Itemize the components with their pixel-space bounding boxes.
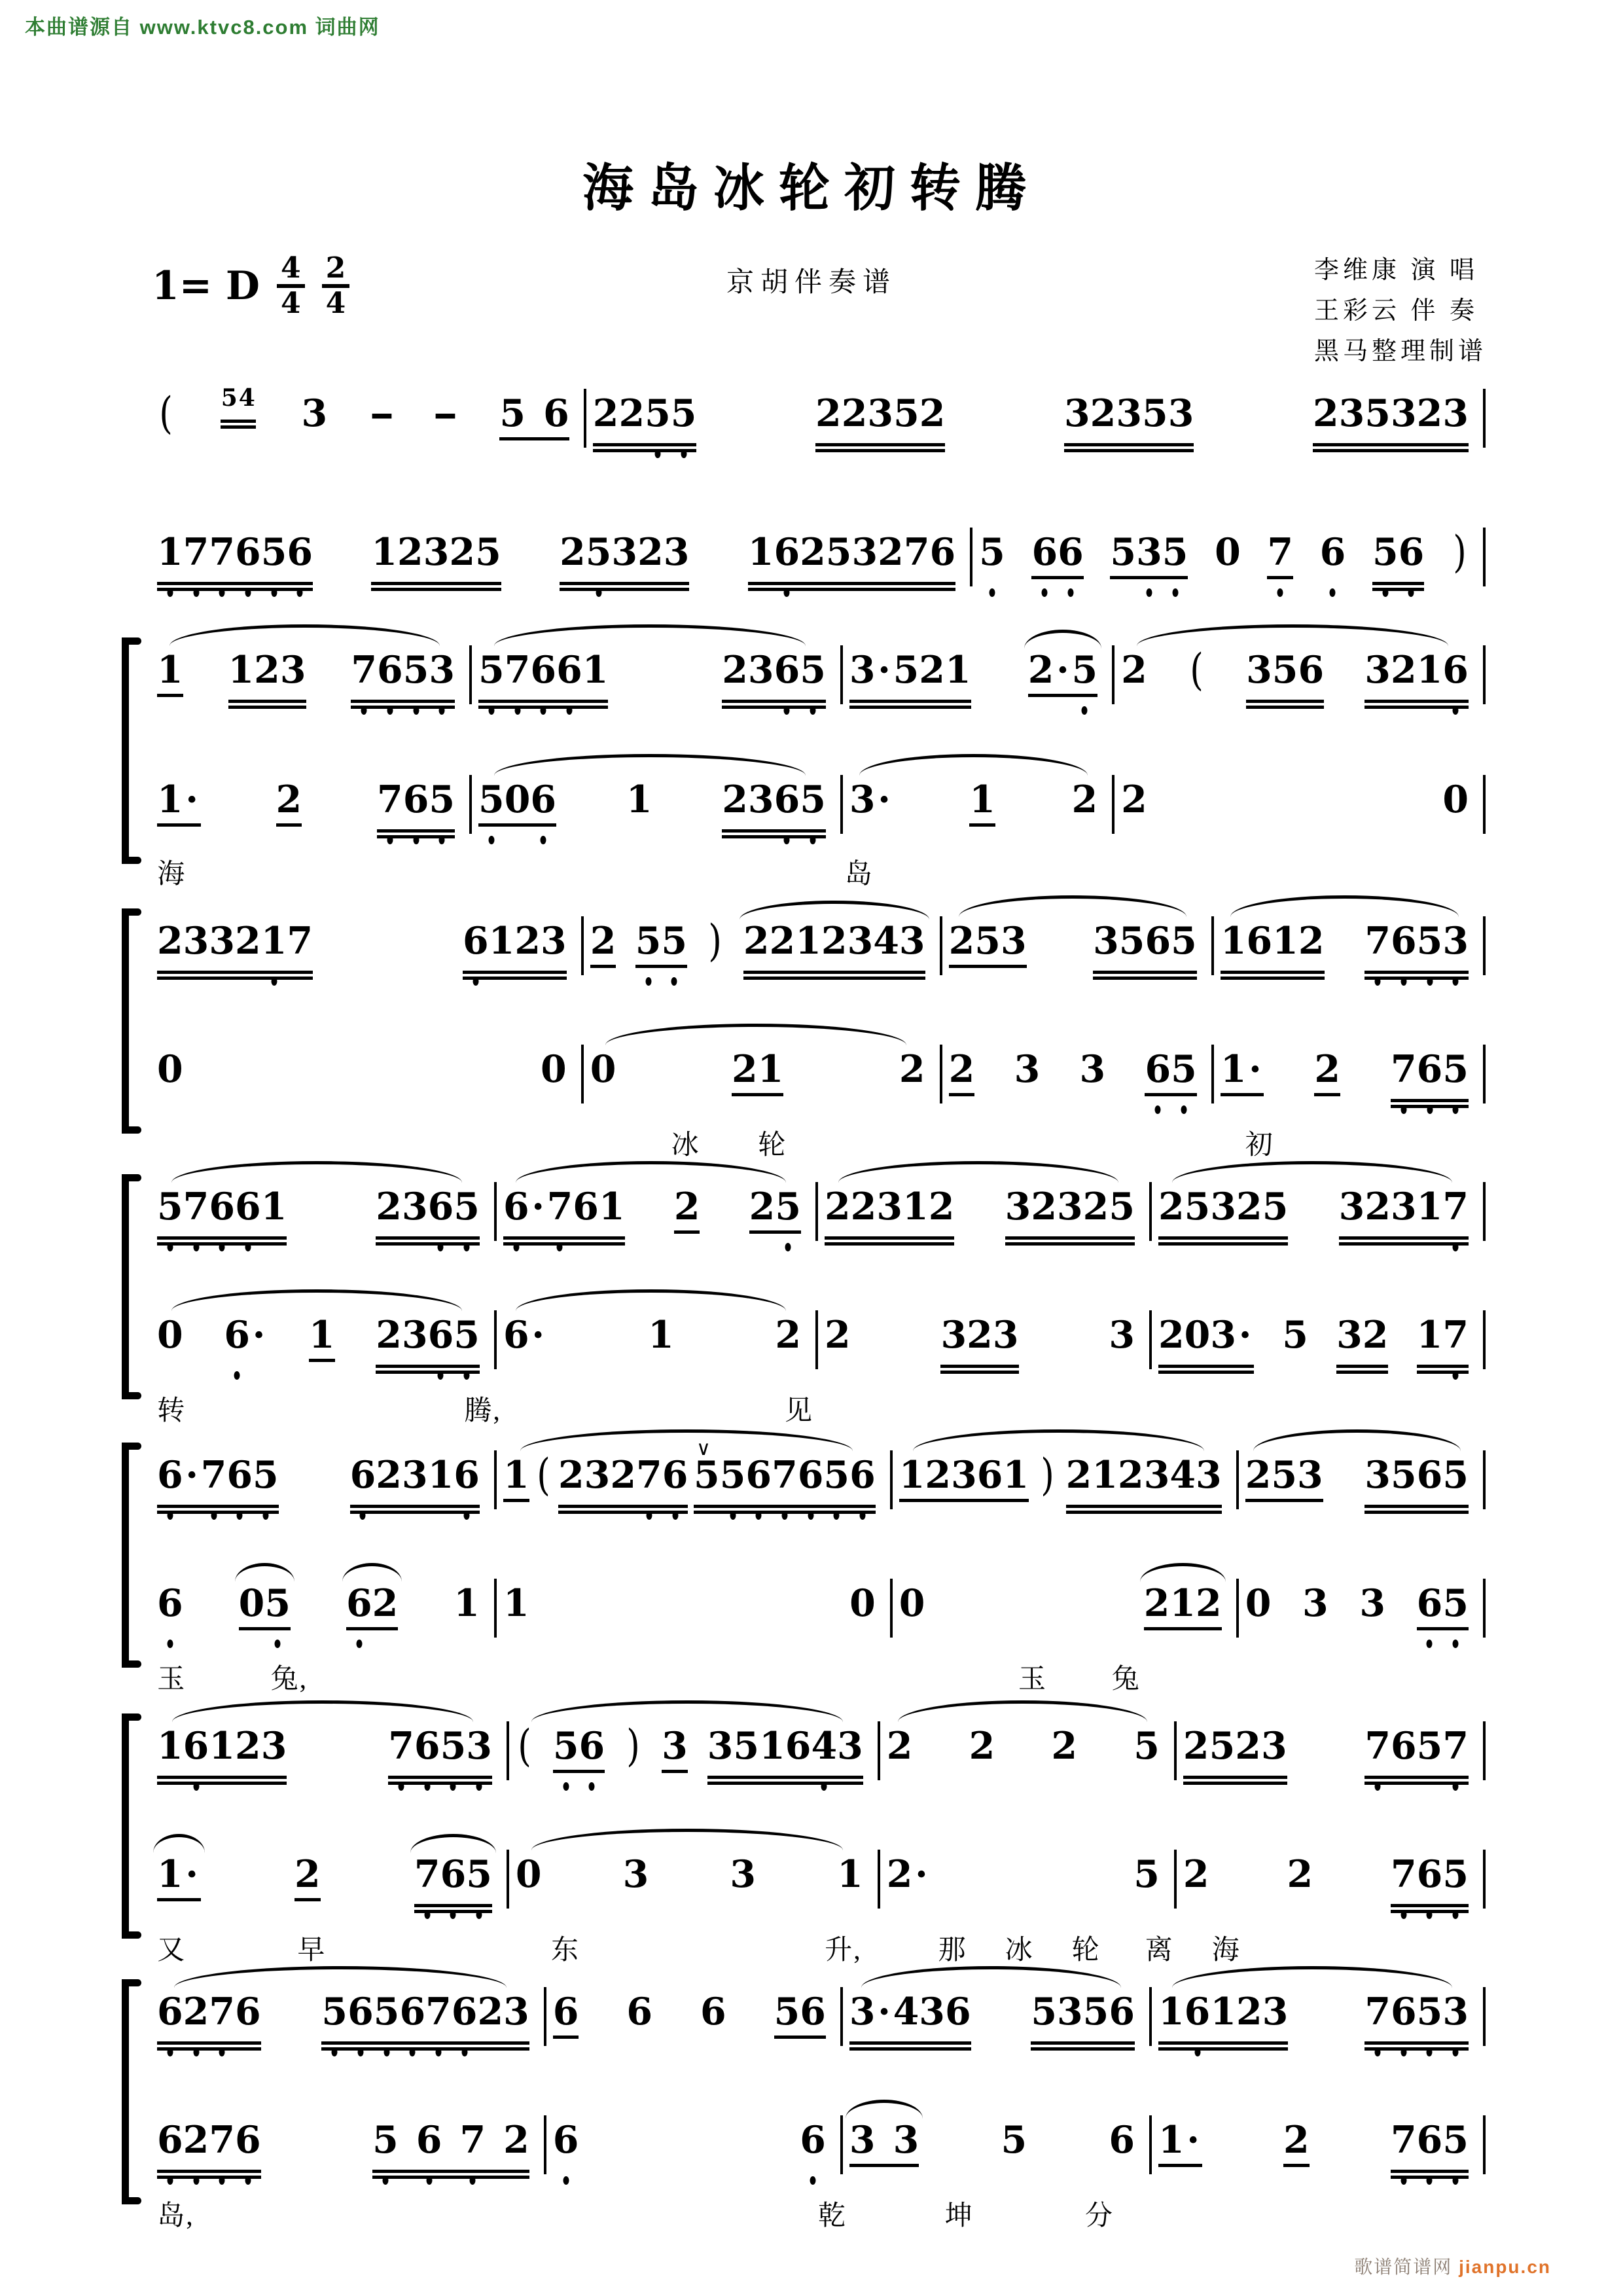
note-group: 1 · [1221, 1049, 1264, 1090]
measure [151, 1186, 497, 1228]
note-group: 2 2 3 1 2 [825, 1185, 955, 1229]
note-group: 2 5 3 2 5 [1158, 1185, 1289, 1229]
note-group: 5 [1133, 1852, 1160, 1896]
measure [942, 1049, 1214, 1090]
note-group: 3 2 [1336, 1313, 1389, 1357]
phrase-paren: ( [537, 1450, 551, 1500]
note-group: 6 [1319, 530, 1346, 574]
note-group: 6 · 7 6 5 [157, 1453, 279, 1497]
note-group: 2 [590, 919, 616, 963]
note-group: 1 [157, 648, 183, 692]
note-group: 1 [969, 778, 995, 821]
vocal-line [151, 1314, 1486, 1356]
note-group: 1 6 1 2 [1220, 919, 1325, 963]
note-group: 0 [1215, 530, 1241, 574]
lyric-syllable: 离 [1145, 1935, 1174, 1965]
note-group: 5 [1282, 1313, 1308, 1357]
phrase-paren: ( [1190, 645, 1204, 695]
note-group: 2 5 3 [948, 919, 1027, 963]
note-group: 2 [825, 1313, 851, 1357]
measure [151, 1854, 509, 1895]
note-group: 3 5 6 [1246, 648, 1325, 692]
note-group: 3 [1302, 1581, 1329, 1625]
note-group: 7 6 5 3 [1364, 1990, 1469, 2034]
measure [1152, 1314, 1486, 1356]
measure [1239, 1583, 1486, 1624]
note-group: 6 [552, 1990, 579, 2034]
note-group: 1 6 2 5 3 2 7 6 [747, 530, 956, 574]
measure [151, 1725, 509, 1767]
credit-transcriber: 黑马整理制谱 [1313, 338, 1487, 365]
note-group: 2 [886, 1724, 913, 1768]
note-group: 5 [1133, 1724, 1160, 1768]
system-brace [122, 640, 139, 861]
measure [472, 779, 843, 821]
measure [1152, 1991, 1486, 2033]
note-group: 3 [730, 1852, 757, 1896]
note-group: 6 5 [1416, 1581, 1469, 1625]
note-group: 2 3 2 7 6 [558, 1453, 688, 1497]
measure [151, 531, 972, 573]
instrumental-line [151, 1721, 1486, 1771]
phrase-paren: ( [159, 388, 173, 439]
lyric-syllable: 海 [1211, 1935, 1241, 1965]
instrumental-line [151, 384, 1486, 439]
note-group: 2 [969, 1724, 995, 1768]
lyric-line [151, 1928, 1486, 1970]
measure [880, 1854, 1177, 1895]
note-group: 0 [590, 1047, 616, 1091]
note-group: 7 6 5 3 [388, 1724, 492, 1768]
measure [893, 1450, 1239, 1500]
note-group: 2 [294, 1852, 321, 1896]
note-group: 3 5 1 6 4 3 [707, 1724, 863, 1768]
measure [843, 2119, 1152, 2161]
note-group: 2 [1287, 1852, 1313, 1896]
note-group: 3 5 6 5 [1364, 1453, 1469, 1497]
measure [151, 2119, 546, 2161]
note-group: 5 4 [221, 384, 255, 412]
note-group: 7 6 5 3 [351, 648, 455, 692]
note-group: 3 [301, 391, 328, 435]
measure [151, 384, 586, 439]
measure [151, 1454, 497, 1496]
measure [843, 1991, 1152, 2033]
note-group: 1 7 [1416, 1313, 1469, 1357]
instrumental-line [151, 1186, 1486, 1228]
note-group: 6 6 [1031, 530, 1084, 574]
measure [497, 1314, 818, 1356]
note-group: 6 [552, 2118, 579, 2162]
note-group: 0 [899, 1581, 925, 1625]
system-brace [122, 911, 139, 1131]
note-group: 3 [1079, 1047, 1106, 1091]
note-group: 2 [1071, 778, 1098, 821]
phrase-paren: ) [708, 916, 722, 966]
lyric-line [151, 1657, 1486, 1699]
note-group: 1 · [157, 1854, 201, 1895]
note-group: 3 · 4 3 6 [849, 1990, 971, 2034]
note-group: 7 6 5 [1390, 1852, 1469, 1896]
note-group: 2 1 2 [1143, 1581, 1222, 1625]
note-group: ∨ 5 5 6 7 6 5 6 [694, 1454, 876, 1496]
dash-note: - [368, 391, 395, 435]
lyric-syllable: 冰 [1005, 1935, 1034, 1965]
note-group: 2 2 1 2 3 4 3 [743, 919, 925, 963]
measure [151, 1314, 497, 1356]
measure [546, 2119, 843, 2161]
lyric-syllable: 见 [785, 1396, 814, 1426]
measure [151, 649, 472, 691]
note-group: 5 6 [552, 1724, 605, 1768]
measure [586, 393, 1486, 435]
note-group: 1 [503, 1581, 529, 1625]
note-group: 1 [503, 1453, 529, 1497]
time-sig-numerator: 4 [277, 254, 305, 288]
note-group: 2 [1283, 2118, 1310, 2162]
note-group: 2 5 2 3 [1183, 1724, 1287, 1768]
note-group: 2 [1183, 1852, 1209, 1896]
note-group: 2 2 5 5 [592, 391, 697, 435]
lyric-line [151, 852, 1486, 894]
vocal-line [151, 779, 1486, 821]
note-group: 6 2 3 1 6 [349, 1453, 480, 1497]
note-group: 1 6 1 2 3 [157, 1724, 287, 1768]
phrase-paren: ) [1453, 527, 1467, 577]
note-group: 6 [700, 1990, 726, 2034]
note-group: 6 5 [1145, 1047, 1197, 1091]
lyric-syllable: 兔, [270, 1664, 308, 1695]
note-group: 0 5 [238, 1581, 291, 1625]
note-group: 2 · 5 [1027, 648, 1098, 692]
note-group: 7 6 5 [1390, 2118, 1469, 2162]
measure [818, 1314, 1152, 1356]
note-group: 5 6 [1372, 530, 1425, 574]
measure [497, 1186, 818, 1228]
note-group: 3 · 5 2 1 [849, 648, 971, 692]
note-group: 0 [541, 1047, 567, 1091]
note-group: 5 6 5 6 7 6 2 3 [321, 1990, 529, 2034]
phrase-paren: ) [1041, 1450, 1054, 1500]
measure [972, 527, 1486, 577]
note-group: 3 2 3 2 5 [1005, 1185, 1135, 1229]
note-group: 1 · [1158, 2119, 1202, 2161]
lyric-syllable: 分 [1085, 2201, 1115, 2231]
note-group: 2 [673, 1185, 700, 1229]
note-group: 5 6 [499, 391, 569, 435]
note-group: 2 3 6 5 [722, 778, 826, 821]
lyric-syllable: 转 [157, 1396, 187, 1426]
measure [1115, 779, 1486, 821]
measure [1177, 1725, 1486, 1767]
lyric-syllable: 轮 [758, 1130, 787, 1160]
lyric-line [151, 1389, 1486, 1431]
measure [843, 649, 1115, 691]
note-group: 1 6 1 2 3 [1158, 1990, 1289, 2034]
measure [151, 779, 472, 821]
note-group: 6 [1109, 2118, 1135, 2162]
note-group: 7 6 5 3 [1364, 919, 1469, 963]
note-group: 7 6 5 [377, 778, 455, 821]
lyric-syllable: 腾, [464, 1396, 501, 1426]
note-group: 7 6 5 7 [1364, 1724, 1469, 1768]
note-group: 2 [276, 778, 302, 821]
lyric-syllable: 岛, [157, 2201, 194, 2231]
lyric-syllable: 早 [297, 1935, 327, 1965]
note-group: 5 3 5 [1110, 530, 1188, 574]
lyric-syllable: 岛 [844, 859, 874, 889]
note-group: 2 · [886, 1852, 928, 1896]
note-group: 5 5 [635, 919, 688, 963]
note-group: 1 [626, 778, 652, 821]
note-group: 1 [648, 1313, 674, 1357]
measure [1152, 2119, 1486, 2161]
note-group: 3 [622, 1852, 649, 1896]
measure [151, 1049, 584, 1090]
note-group: 6 [157, 1581, 183, 1625]
lyric-syllable: 东 [551, 1935, 580, 1965]
note-group: 1 7 7 6 5 6 [157, 530, 313, 574]
measure [843, 779, 1115, 821]
measure [497, 1583, 893, 1624]
note-group: 6 [626, 1990, 653, 2034]
note-group: 0 [515, 1852, 542, 1896]
note-group: 5 7 6 6 1 [157, 1185, 287, 1229]
lyric-line [151, 1123, 1486, 1165]
note-group: 1 [308, 1313, 335, 1357]
measure [1214, 920, 1486, 962]
note-group: 6 2 [346, 1581, 399, 1625]
note-group: 5 [1001, 2118, 1027, 2162]
note-group: 2 5 3 2 3 [560, 530, 690, 574]
credit-accompanist: 王彩云 伴 奏 [1313, 297, 1478, 325]
note-group: 2 1 [731, 1047, 784, 1091]
lyric-syllable: 兔 [1111, 1664, 1141, 1695]
note-group: 3 [1359, 1581, 1385, 1625]
note-group: 3 5 6 5 [1093, 919, 1197, 963]
instrumental-line [151, 527, 1486, 577]
measure [1214, 1049, 1486, 1090]
page-title: 海岛冰轮初转腾 [582, 159, 1041, 217]
vocal-line [151, 1049, 1486, 1090]
note-group: 6 [800, 2118, 826, 2162]
watermark-site: 歌谱简谱网 [1354, 2257, 1453, 2277]
measure [584, 1049, 942, 1090]
measure [509, 1854, 880, 1895]
note-group: 1 2 3 6 1 [899, 1453, 1029, 1497]
note-group: 0 [1442, 778, 1469, 821]
watermark-bottom [1354, 2253, 1551, 2279]
note-group: 3 2 3 5 3 [1064, 391, 1194, 435]
lyric-syllable: 海 [157, 859, 187, 889]
instrumental-line [151, 1450, 1486, 1500]
phrase-paren: ) [626, 1721, 640, 1771]
phrase-paren: ( [518, 1721, 531, 1771]
note-group: 2 [948, 1047, 975, 1091]
system-brace [122, 1982, 139, 2202]
measure [1152, 1186, 1486, 1228]
note-group: 6 2 7 6 [157, 1990, 261, 2034]
note-group: 3 2 3 1 7 [1338, 1185, 1469, 1229]
measure [151, 920, 584, 962]
note-group: 6 · [224, 1313, 266, 1357]
system-brace [122, 1177, 139, 1397]
note-group: 2 [1121, 648, 1147, 692]
note-group: 3 2 3 [940, 1313, 1019, 1357]
note-group: 2 [1121, 778, 1147, 821]
vocal-line [151, 1854, 1486, 1895]
note-group: 2 [899, 1047, 925, 1091]
instrumental-line [151, 916, 1486, 966]
note-group: 2 2 3 5 2 [815, 391, 946, 435]
credit-singer: 李维康 演 唱 [1313, 257, 1478, 284]
note-group: 1 [837, 1852, 863, 1896]
note-group: 2 5 [749, 1185, 801, 1229]
lyric-syllable: 那 [938, 1935, 967, 1965]
watermark-url: jianpu.cn [1459, 2257, 1551, 2277]
note-group: 2 [1051, 1724, 1078, 1768]
note-group: 5 [979, 530, 1005, 574]
note-group: 7 6 5 [414, 1852, 492, 1896]
note-group: 0 [1245, 1581, 1272, 1625]
measure [151, 1583, 497, 1624]
note-group: 2 5 3 [1245, 1453, 1323, 1497]
watermark-top: 本曲谱源自 www.ktvc8.com 词曲网 [25, 16, 380, 39]
note-group: 6 2 7 6 [157, 2118, 261, 2162]
system-brace [122, 1445, 139, 1665]
note-group: 1 2 3 [228, 648, 306, 692]
instrumental-line [151, 1991, 1486, 2033]
note-group: 1 2 3 2 5 [371, 530, 501, 574]
measure [546, 1991, 843, 2033]
vocal-line [151, 1583, 1486, 1624]
lyric-syllable: 初 [1245, 1130, 1274, 1160]
measure [1115, 645, 1486, 695]
note-group: 5 7 6 6 1 [478, 648, 609, 692]
subtitle: 京胡伴奏谱 [726, 266, 897, 297]
note-group: 2 [775, 1313, 801, 1357]
measure [472, 649, 843, 691]
note-group: 3 [1014, 1047, 1041, 1091]
time-sig-numerator: 2 [322, 254, 350, 288]
note-group: 0 [849, 1581, 876, 1625]
note-group: 3 [662, 1724, 688, 1768]
measure [1239, 1454, 1486, 1496]
time-sig-denominator: 4 [325, 287, 346, 320]
note-group: 2 3 3 2 1 7 [157, 919, 313, 963]
note-group: 3 3 [849, 2118, 919, 2162]
measure [151, 1991, 546, 2033]
lyric-syllable: 又 [157, 1935, 187, 1965]
note-group: 1 · [157, 779, 201, 821]
vocal-line [151, 2119, 1486, 2161]
measure [893, 1583, 1239, 1624]
note-group: 6 · 7 6 1 [503, 1185, 625, 1229]
lyric-syllable: 乾 [818, 2201, 847, 2231]
note-group: 0 [157, 1313, 183, 1357]
system-brace [122, 1716, 139, 1936]
note-group: 0 [157, 1047, 183, 1091]
measure [880, 1725, 1177, 1767]
dash-note: - [432, 391, 459, 435]
tonic-label: 1= D [152, 263, 260, 309]
lyric-syllable: 冰 [671, 1130, 700, 1160]
note-group: 2 3 5 3 2 3 [1312, 391, 1469, 435]
note-group: 3 2 1 6 [1364, 648, 1469, 692]
time-sig-denominator: 4 [280, 287, 301, 320]
lyric-syllable: 轮 [1071, 1935, 1101, 1965]
note-group: 5 3 5 6 [1031, 1990, 1135, 2034]
note-group: 3 · [849, 778, 891, 821]
lyric-syllable: 玉 [1018, 1664, 1048, 1695]
note-group: 2 3 6 5 [722, 648, 826, 692]
note-group: 6 · [503, 1313, 545, 1357]
lyric-syllable: 升, [825, 1935, 862, 1965]
measure [942, 920, 1214, 962]
measure [584, 916, 942, 966]
lyric-line [151, 2194, 1486, 2236]
note-group: 2 [1314, 1047, 1341, 1091]
note-group: 5 0 6 [478, 778, 557, 821]
note-group: 2 0 3 · [1158, 1314, 1254, 1356]
note-group: 7 6 5 [1391, 1047, 1469, 1091]
note-group: 2 3 6 5 [376, 1185, 480, 1229]
measure [818, 1186, 1152, 1228]
lyric-syllable: 玉 [157, 1664, 187, 1695]
note-group: 7 [1267, 530, 1294, 574]
note-group: 2 1 2 3 4 3 [1065, 1453, 1222, 1497]
measure [1177, 1854, 1486, 1895]
lyric-syllable: 坤 [944, 2201, 974, 2231]
measure [509, 1721, 880, 1771]
measure [497, 1450, 893, 1500]
note-group: 6 1 2 3 [463, 919, 567, 963]
note-group: 1 [454, 1581, 480, 1625]
note-group: 2 3 6 5 [376, 1313, 480, 1357]
note-group: 3 [1109, 1313, 1135, 1357]
instrumental-line [151, 645, 1486, 695]
note-group: 5 6 7 2 [372, 2118, 529, 2162]
note-group: 5 6 [774, 1990, 826, 2034]
